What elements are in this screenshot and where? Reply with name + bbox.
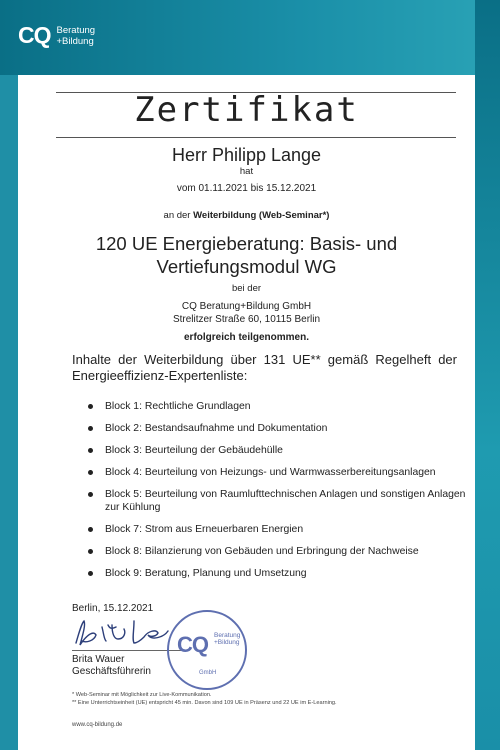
stamp-gmbh: GmbH [199,670,217,676]
list-item: Block 3: Beurteilung der Gebäudehülle [88,444,468,457]
signer-title: Geschäftsführerin [72,666,151,677]
right-band [475,0,500,750]
company-stamp [167,610,247,690]
website-url: www.cq-bildung.de [72,722,123,728]
list-item: Block 9: Beratung, Planung und Umsetzung [88,567,468,580]
program-prefix: an der [163,210,191,221]
date-range: vom 01.11.2021 bis 15.12.2021 [176,183,317,194]
content-intro: Inhalte der Weiterbildung über 131 UE** gemäß Regelheft der Energieeffizienz-Expertenliste: [72,352,457,383]
list-item: Block 1: Rechtliche Grundlagen [88,400,468,413]
brand-logo [18,22,95,49]
recipient-name: Herr Philipp Lange [171,145,322,165]
list-item: Block 7: Strom aus Erneuerbaren Energien [88,523,468,536]
stamp-line2: +Bildung [214,639,240,646]
certificate-title: Zertifikat [134,90,359,130]
bei-der-text: bei der [231,283,262,294]
list-item: Block 5: Beurteilung von Raumlufttechnischen Anlagen und sonstigen Anlagen zur Kühlung [88,488,468,514]
list-item: Block 4: Beurteilung von Heizungs- und Warmwasserbereitungsanlagen [88,466,468,479]
logo-text [57,25,96,47]
course-line2: Vertiefungsmodul WG [156,256,337,277]
stamp-logo: CQ [177,632,208,657]
logo-line1: Beratung [56,24,96,36]
list-item: Block 8: Bilanzierung von Gebäuden und Erbringung der Nachweise [88,545,468,558]
logo-line2: +Bildung [56,35,94,47]
course-line1: 120 UE Energieberatung: Basis- und [95,233,398,254]
signature-line [72,650,182,651]
signer-name: Brita Wauer [72,654,125,665]
program-line [18,210,475,221]
block-list [88,400,468,589]
organization-address [18,300,475,326]
hat-text: hat [239,166,254,177]
logo-mark: CQ [18,22,51,48]
course-title [18,232,475,278]
stamp-line1: Beratung [214,632,241,639]
stamp-text [214,632,240,646]
place-date: Berlin, 15.12.2021 [72,603,154,614]
org-street: Strelitzer Straße 60, 10115 Berlin [172,314,321,325]
footnotes [72,691,337,707]
list-item: Block 2: Bestandsaufnahme und Dokumentation [88,422,468,435]
program-type: Weiterbildung (Web-Seminar*) [193,210,330,221]
success-text: erfolgreich teilgenommen. [183,332,310,343]
footnote-1: * Web-Seminar mit Möglichkeit zur Live-Kommunikation. [72,692,212,698]
org-name: CQ Beratung+Bildung GmbH [181,301,312,312]
footnote-2: ** Eine Unterrichtseinheit (UE) entspricht 45 min. Davon sind 109 UE in Präsenz und 22 UE im E-Learning. [72,700,337,706]
title-rule-bottom [56,137,456,138]
signature-image [72,615,182,651]
signer-block [72,654,151,678]
